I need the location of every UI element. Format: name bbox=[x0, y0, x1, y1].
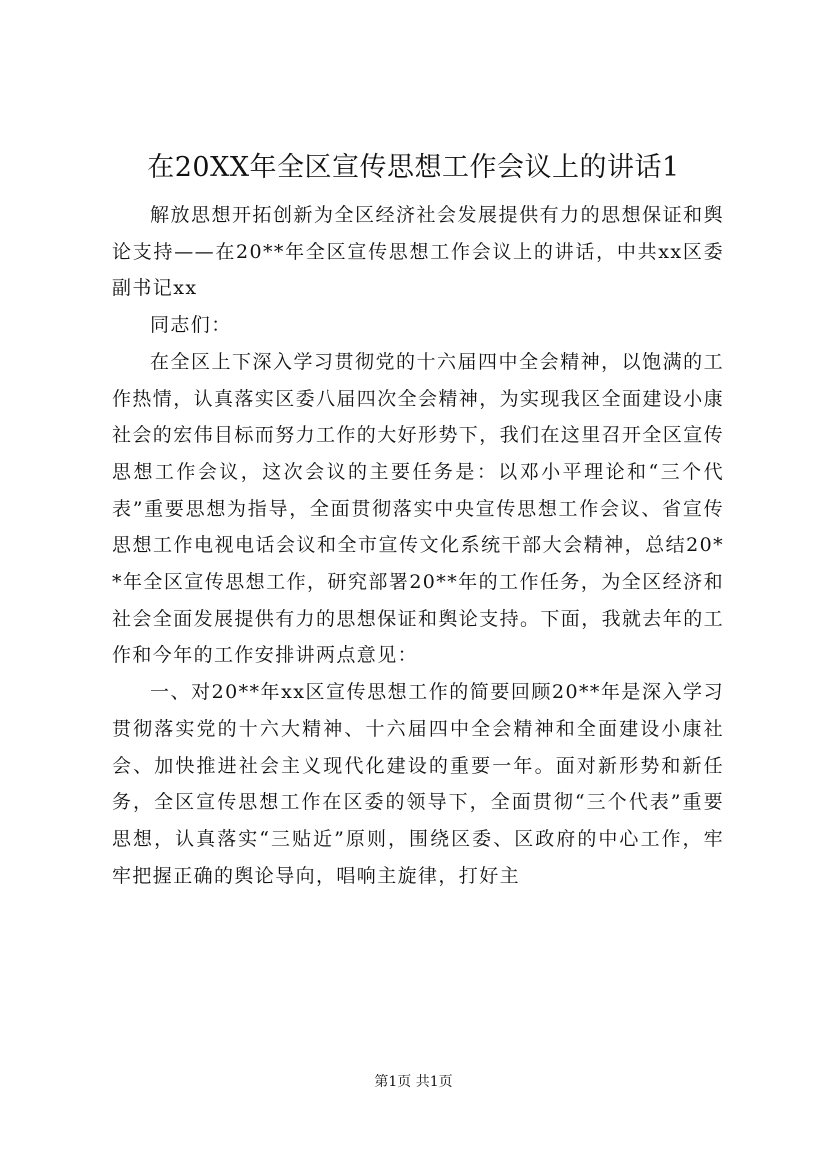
paragraph-salutation: 同志们： bbox=[150, 314, 232, 337]
document-title: 在20XX年全区宣传思想工作会议上的讲话1 bbox=[147, 152, 680, 183]
paragraph-introduction: 在全区上下深入学习贯彻党的十六届四中全会精神，以饱满的工作热情，认真落实区委八届四次全会精神，为实现我区全面建设小康社会的宏伟目标而努力工作的大好形势下，我们在这里召开全区宣传思想工作会议，这次会议的主要任务是：以邓小平理论和“三个代表”重要思想为指导，全面贯彻落实中央宣传思想工作会议、省宣传思想工作电视电话会议和全市宣传文化系统干部大会精神，总结20**年全区宣传思想工作，研究部署20**年的工作任务，为全区经济和社会全面发展提供有力的思想保证和舆论支持。下面，我就去年的工作和今年的工作安排讲两点意见： bbox=[112, 350, 725, 667]
paragraph-section-one: 一、对20**年xx区宣传思想工作的简要回顾20**年是深入学习贯彻落实党的十六大精神、十六届四中全会精神和全面建设小康社会、加快推进社会主义现代化建设的重要一年。面对新形势和新任务，全区宣传思想工作在区委的领导下，全面贯彻“三个代表”重要思想，认真落实“三贴近”原则，围绕区委、区政府的中心工作，牢牢把握正确的舆论导向，唱响主旋律，打好主 bbox=[112, 681, 724, 887]
document-body bbox=[112, 197, 724, 894]
page-footer: 第1页 共1页 bbox=[374, 1074, 453, 1090]
paragraph-subtitle: 解放思想开拓创新为全区经济社会发展提供有力的思想保证和舆论支持——在20**年全区宣传思想工作会议上的讲话，中共xx区委副书记xx bbox=[112, 204, 724, 300]
